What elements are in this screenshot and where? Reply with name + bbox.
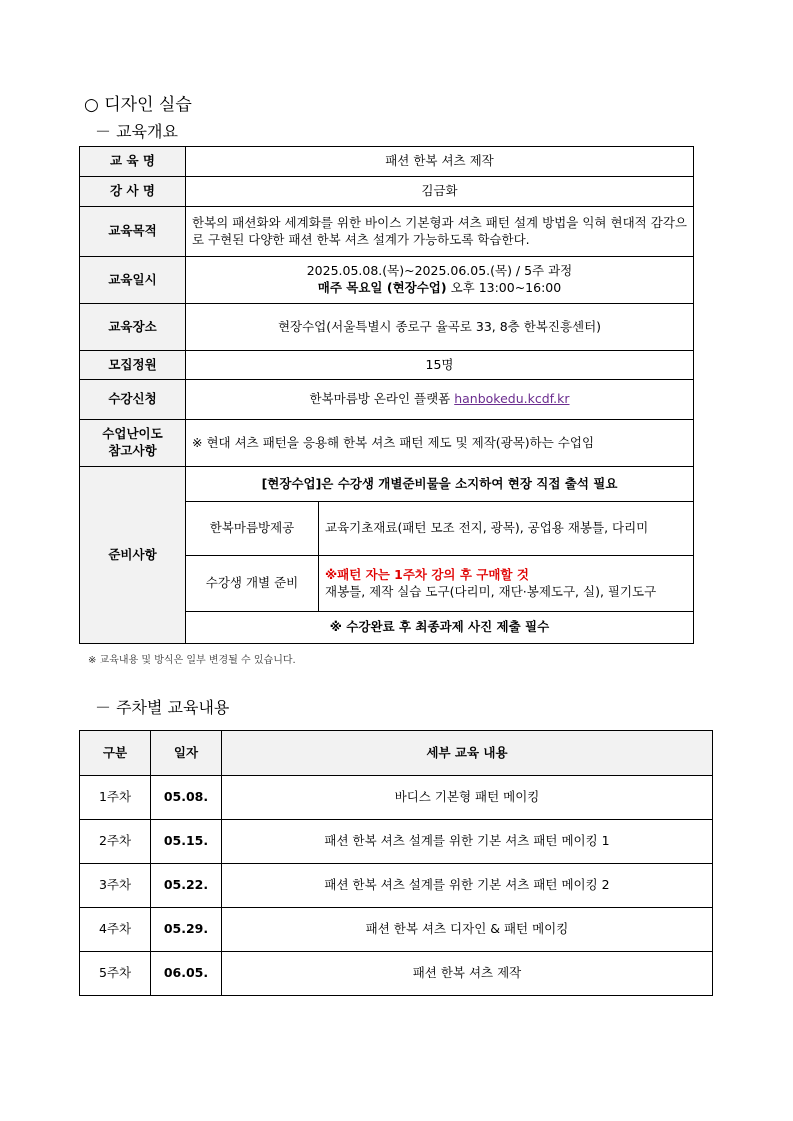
prep-label: 준비사항 — [80, 467, 186, 644]
content-cell: 바디스 기본형 패턴 메이킹 — [222, 776, 713, 820]
date-cell: 05.22. — [151, 864, 222, 908]
prep-student-value: 재봉틀, 제작 실습 도구(다리미, 재단·봉제도구, 실), 필기도구 — [325, 583, 657, 599]
prep-provided-label: 한복마름방제공 — [186, 502, 319, 556]
prep-student-cell — [319, 556, 694, 612]
week-cell: 4주차 — [80, 908, 151, 952]
prep-student-label: 수강생 개별 준비 — [186, 556, 319, 612]
table-row — [80, 908, 713, 952]
table-row — [80, 776, 713, 820]
content-cell: 패션 한복 셔츠 디자인 & 패턴 메이킹 — [222, 908, 713, 952]
section-title-design: ○ 디자인 실습 — [84, 95, 192, 115]
location-value: 현장수업(서울특별시 종로구 율곡로 33, 8층 한복진흥센터) — [186, 304, 694, 351]
header-content: 세부 교육 내용 — [222, 731, 713, 776]
course-label: 교 육 명 — [80, 147, 186, 177]
week-cell: 2주차 — [80, 820, 151, 864]
content-cell: 패션 한복 셔츠 설계를 위한 기본 셔츠 패턴 메이킹 1 — [222, 820, 713, 864]
purpose-label: 교육목적 — [80, 207, 186, 257]
weekly-table — [79, 730, 713, 996]
instructor-value: 김금화 — [186, 177, 694, 207]
difficulty-label — [80, 420, 186, 467]
schedule-time: 오후 13:00~16:00 — [446, 280, 562, 295]
weekly-header-row — [80, 731, 713, 776]
header-week: 구분 — [80, 731, 151, 776]
schedule-weekly — [192, 280, 687, 297]
apply-label: 수강신청 — [80, 380, 186, 420]
schedule-day: 매주 목요일 (현장수업) — [317, 280, 447, 295]
prep-bottom: ※ 수강완료 후 최종과제 사진 제출 필수 — [186, 612, 694, 644]
capacity-value: 15명 — [186, 351, 694, 380]
subsection-title-weekly: － 주차별 교육내용 — [95, 698, 230, 717]
week-cell: 5주차 — [80, 952, 151, 996]
capacity-label: 모집정원 — [80, 351, 186, 380]
location-label: 교육장소 — [80, 304, 186, 351]
difficulty-label-line1: 수업난이도 — [102, 426, 163, 442]
table-row — [80, 864, 713, 908]
date-cell: 05.08. — [151, 776, 222, 820]
prep-provided-value: 교육기초재료(패턴 모조 전지, 광목), 공업용 재봉틀, 다리미 — [319, 502, 694, 556]
content-cell: 패션 한복 셔츠 설계를 위한 기본 셔츠 패턴 메이킹 2 — [222, 864, 713, 908]
apply-link[interactable]: hanbokedu.kcdf.kr — [454, 391, 570, 407]
course-value: 패션 한복 셔츠 제작 — [186, 147, 694, 177]
date-cell: 05.29. — [151, 908, 222, 952]
prep-student-warning: ※패턴 자는 1주차 강의 후 구매할 것 — [325, 566, 529, 582]
difficulty-value: ※ 현대 셔츠 패턴을 응용해 한복 셔츠 패턴 제도 및 제작(광목)하는 수업임 — [186, 420, 694, 467]
schedule-label: 교육일시 — [80, 257, 186, 304]
prep-top: [현장수업]은 수강생 개별준비물을 소지하여 현장 직접 출석 필요 — [186, 467, 694, 502]
content-cell: 패션 한복 셔츠 제작 — [222, 952, 713, 996]
schedule-value — [186, 257, 694, 304]
apply-text: 한복마름방 온라인 플랫폼 — [309, 391, 455, 407]
date-cell: 06.05. — [151, 952, 222, 996]
change-notice: ※ 교육내용 및 방식은 일부 변경될 수 있습니다. — [88, 655, 296, 666]
subsection-title-overview: － 교육개요 — [95, 122, 178, 141]
week-cell: 1주차 — [80, 776, 151, 820]
difficulty-label-line2: 참고사항 — [108, 443, 157, 458]
schedule-period: 2025.05.08.(목)~2025.06.05.(목) / 5주 과정 — [306, 263, 573, 279]
table-row — [80, 952, 713, 996]
instructor-label: 강 사 명 — [80, 177, 186, 207]
apply-value — [186, 380, 694, 420]
purpose-value: 한복의 패션화와 세계화를 위한 바이스 기본형과 셔츠 패턴 설계 방법을 익혀 현대적 감각으로 구현된 다양한 패션 한복 셔츠 설계가 가능하도록 학습한다. — [186, 207, 694, 257]
header-date: 일자 — [151, 731, 222, 776]
overview-table — [79, 146, 694, 644]
date-cell: 05.15. — [151, 820, 222, 864]
table-row — [80, 820, 713, 864]
week-cell: 3주차 — [80, 864, 151, 908]
